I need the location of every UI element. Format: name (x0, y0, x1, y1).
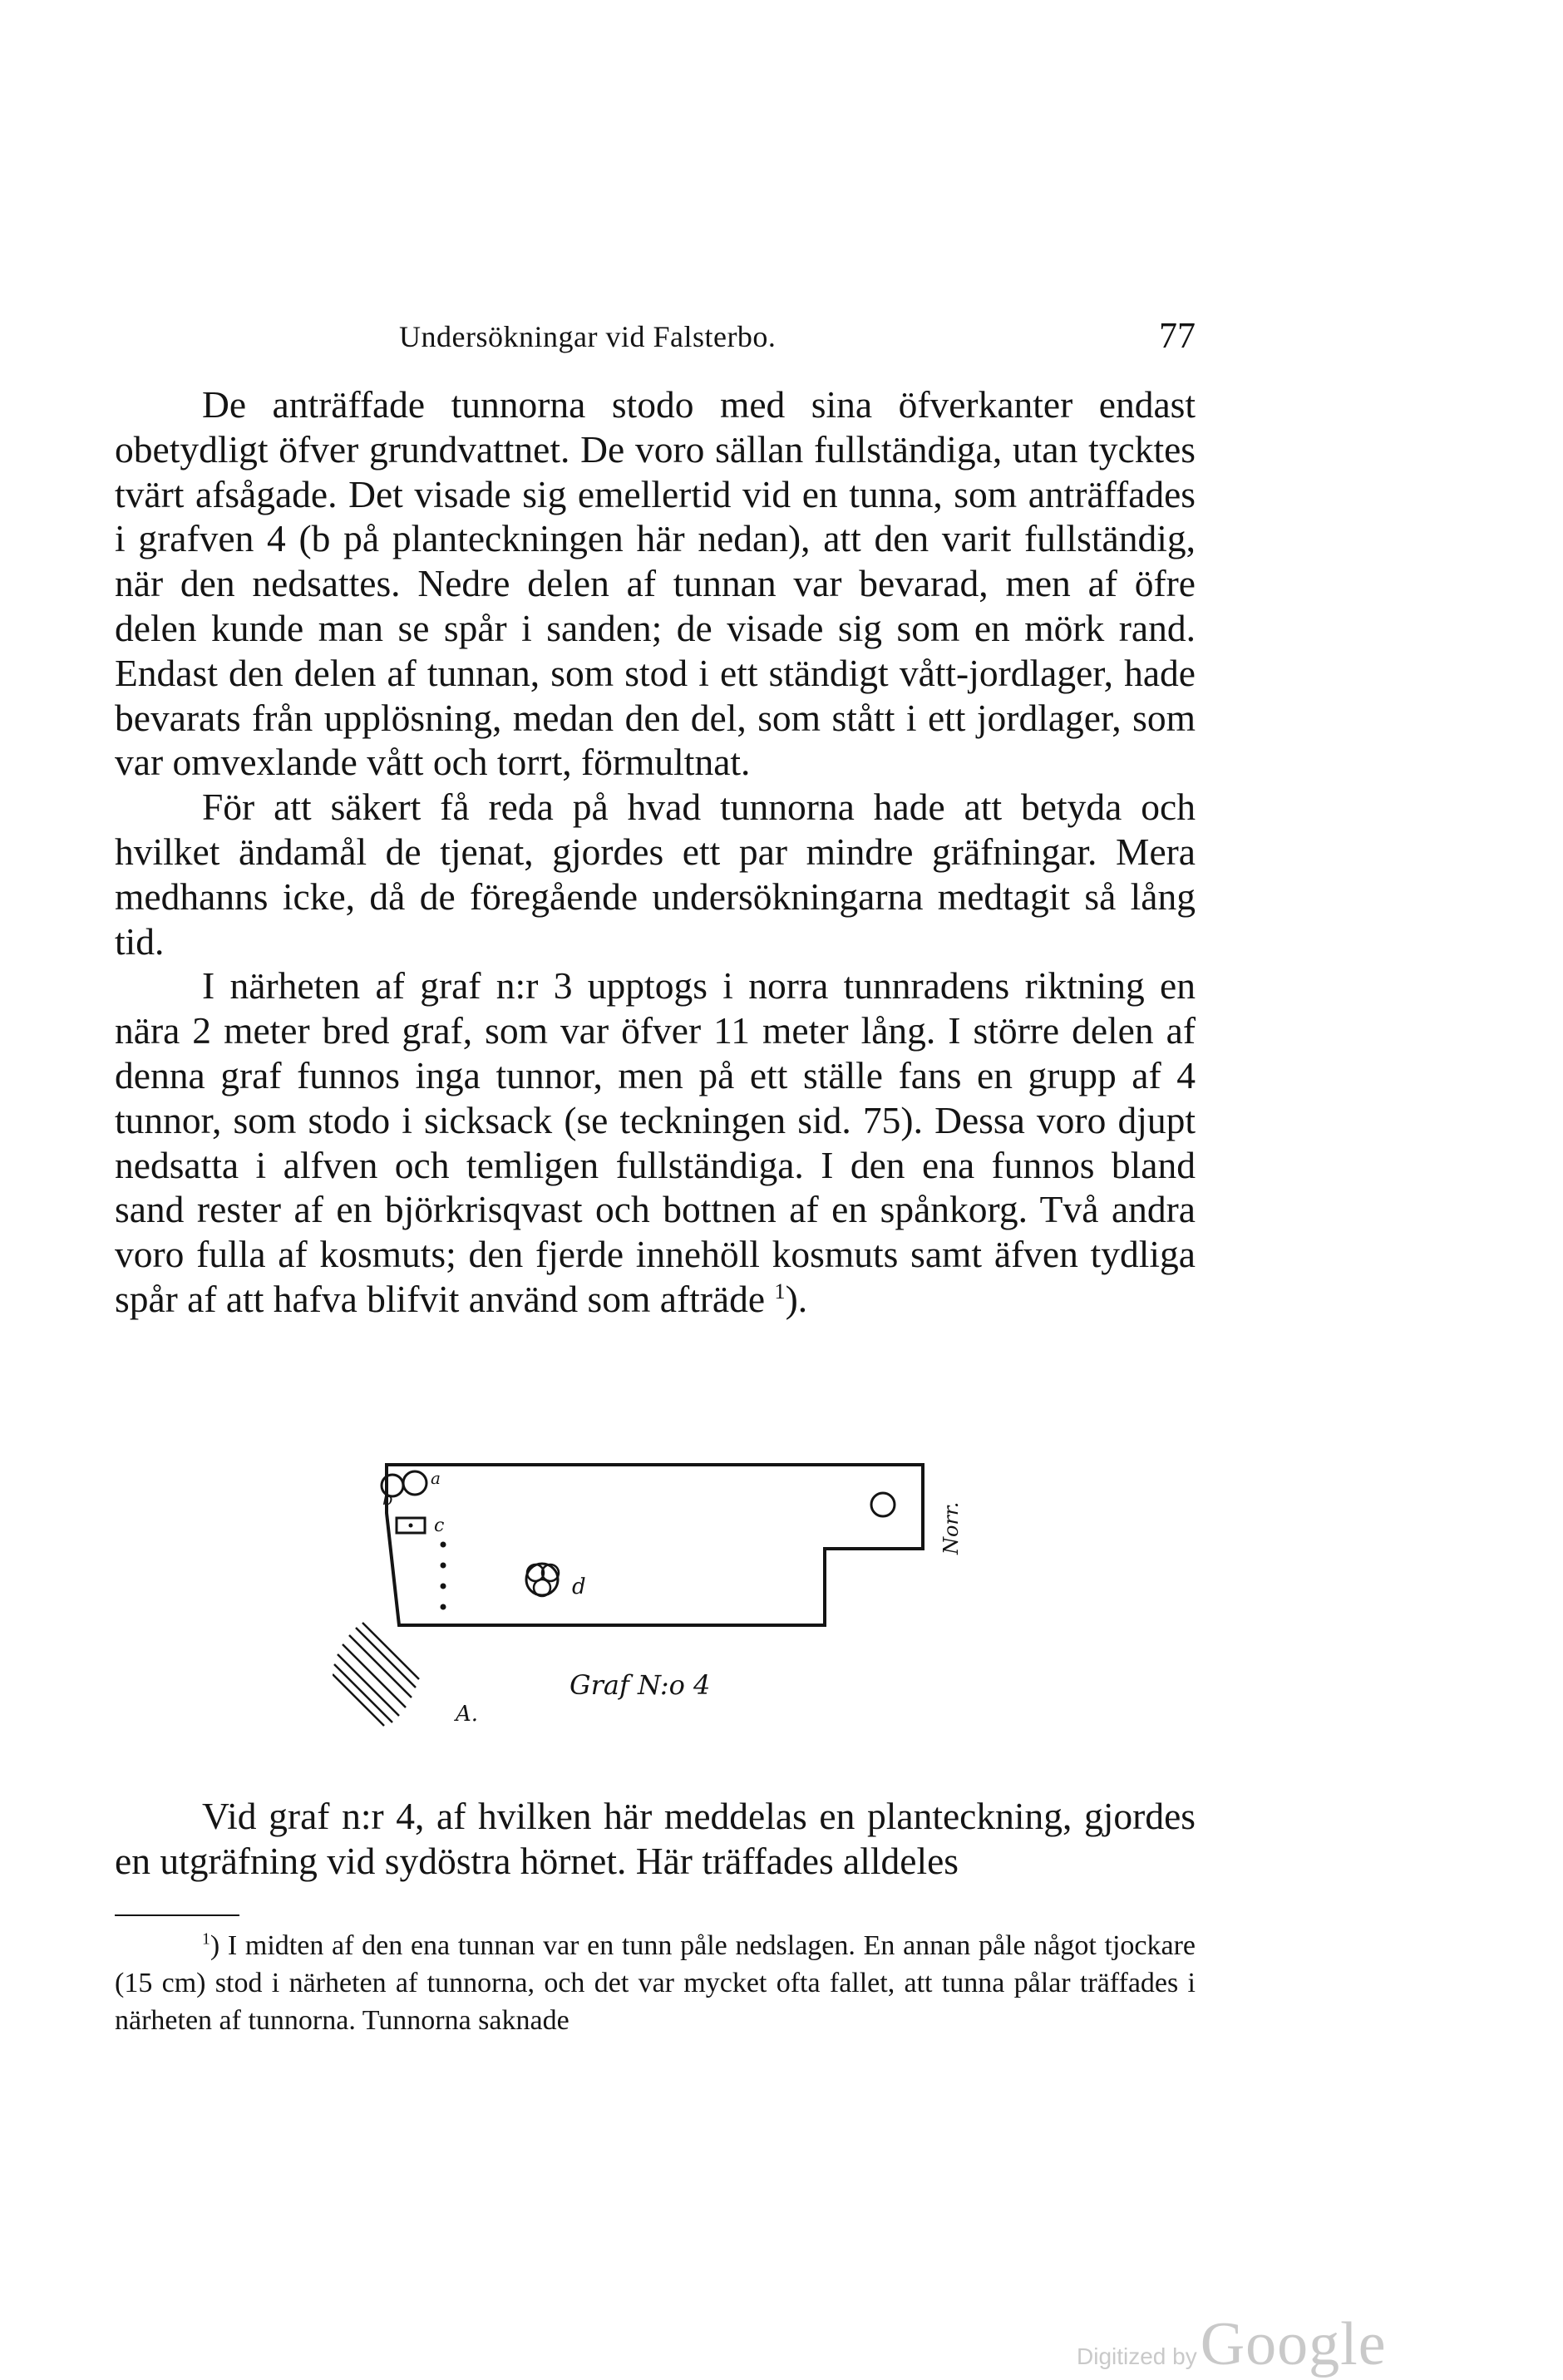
grave-plan-figure (333, 1446, 964, 1796)
label-c: c (434, 1515, 445, 1536)
continuation-text (115, 1794, 1196, 1884)
footnote-reference: 1 (774, 1278, 786, 1303)
north-label: Norr. (939, 1501, 963, 1555)
hatched-area-A (333, 1623, 419, 1726)
footnote-1 (115, 1927, 1196, 2039)
running-title: Undersökningar vid Falsterbo. (399, 320, 777, 353)
barrel-group-d (526, 1564, 559, 1596)
post-dot (441, 1604, 446, 1610)
post-dot (441, 1584, 446, 1589)
footnote-divider (115, 1914, 239, 1916)
footnote-marker-suffix: ) (210, 1930, 220, 1961)
paragraph-1: De anträffade tunnorna stodo med sina öfverkanter endast obetydligt öfver grundvattnet. De voro sällan fullständiga, utan tycktes tvärt afsågade. Det visade sig emellertid vid en tunna, som anträffades i grafven 4 (b på planteckningen här nedan), att den varit fullständig, när den nedsattes. Nedre delen af tunnan var bevarad, men af öfre delen kunde man se spår i sanden; de visade sig som en mörk rand. Endast den delen af tunnan, som stod i ett ständigt vått-jordlager, hade bevarats från upplösning, medan den del, som stått i ett jordlager, som var omvexlande vått och torrt, förmultnat. (115, 383, 1196, 784)
grave-outline (387, 1465, 923, 1625)
page-number: 77 (1159, 315, 1196, 356)
footnote-text: I midten af den ena tunnan var en tunn påle nedslagen. En annan påle något tjockare (15 cm) stod i närheten af tunnorna, och det var mycket ofta fallet, att tunna pålar träffades i närheten af tunnorna. Tunnorna saknade (115, 1930, 1196, 2036)
paragraph-4: Vid graf n:r 4, af hvilken här meddelas en planteckning, gjordes en utgräfning vid sydöstra hörnet. Här träffades alldeles (115, 1795, 1196, 1882)
post-dot (441, 1563, 446, 1569)
watermark-prefix: Digitized by (1077, 2343, 1197, 2369)
figure-caption: Graf N:o 4 (569, 1669, 711, 1701)
footnote-reference-suffix: ). (785, 1277, 808, 1320)
barrel-a-circle (403, 1471, 426, 1495)
label-a: a (431, 1468, 441, 1488)
paragraph-3 (115, 963, 1196, 1321)
box-c-dot (409, 1524, 413, 1528)
barrel-right-circle (871, 1493, 895, 1516)
grave-plan-drawing (333, 1446, 964, 1796)
body-text (115, 382, 1196, 1322)
footnotes (115, 1927, 1196, 2039)
footnote-marker: 1 (202, 1929, 210, 1949)
digitized-watermark (1077, 2309, 1387, 2380)
label-d: d (572, 1574, 586, 1599)
post-dot (441, 1542, 446, 1548)
paragraph-2: För att säkert få reda på hvad tunnorna hade att betyda och hvilket ändamål de tjenat, gjordes ett par mindre gräfningar. Mera medhanns icke, då de föregående undersökningarna medtagit så lång tid. (115, 786, 1196, 963)
page-header (115, 314, 1196, 364)
paragraph-3-text: I närheten af graf n:r 3 upptogs i norra tunnradens riktning en nära 2 meter bred graf, som var öfver 11 meter lång. I större delen af denna graf funnos inga tunnor, men på ett ställe fans en grupp af 4 tunnor, som stodo i sicksack (se teckningen sid. 75). Dessa voro djupt nedsatta i alfven och temligen fullständiga. I den ena funnos bland sand rester af en björkrisqvast och bottnen af en spånkorg. Två andra voro fulla af kosmuts; den fjerde innehöll kosmuts samt äfven tydliga spår af att hafva blifvit använd som afträde (115, 964, 1196, 1320)
label-b: b (382, 1489, 393, 1509)
label-A: A. (456, 1702, 479, 1727)
google-logo: Google (1200, 2310, 1387, 2378)
